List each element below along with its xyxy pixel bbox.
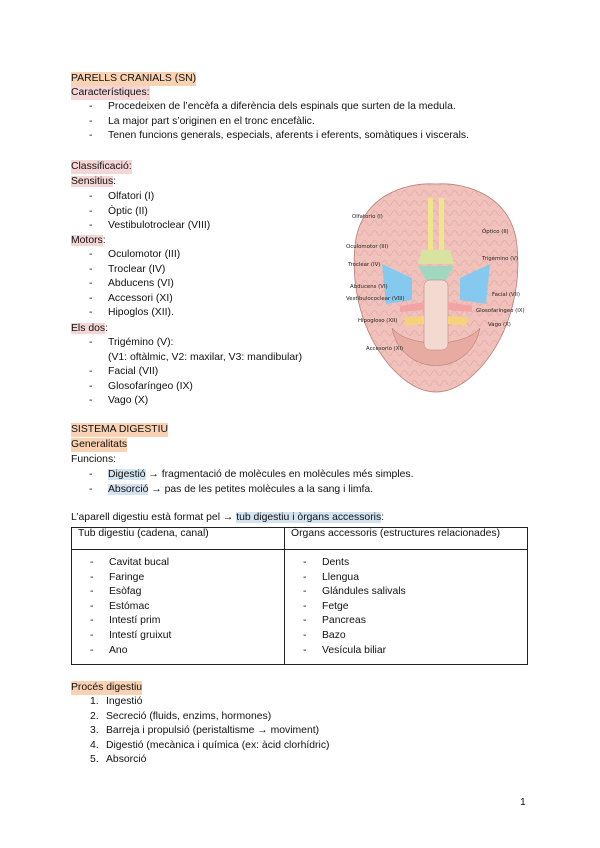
table-row — [72, 550, 528, 665]
list-item: - Intestí gruixut — [72, 629, 278, 644]
list-item: - Pancreas — [285, 614, 521, 629]
section-title-digestive: SISTEMA DIGESTIU — [71, 424, 168, 435]
olfactory-tract-right — [439, 198, 444, 250]
figure-label: Abducens (VI) — [350, 284, 388, 290]
list-item: - Esòfag — [72, 585, 278, 600]
sensitius-heading: Sensitius: — [71, 176, 117, 187]
list-text: Barreja i propulsió (peristaltisme → moviment) — [106, 725, 320, 737]
figure-label: Troclear (IV) — [348, 262, 381, 268]
sensitius-label: Sensitius — [71, 176, 114, 187]
list-text: Ingestió — [106, 696, 143, 707]
list-item: - Llengua — [285, 571, 521, 586]
list-item: - Bazo — [285, 629, 521, 644]
dos-list — [71, 336, 302, 409]
motors-list — [71, 248, 180, 321]
funcions-label: Funcions: — [71, 454, 117, 465]
aparell-intro-text: L’aparell digestiu està format pel → — [71, 512, 237, 523]
figure-label: Oculomotor (III) — [346, 244, 389, 250]
term-highlight: Absorció — [108, 483, 149, 495]
funcions-list — [71, 468, 414, 497]
characteristics-heading: Característiques: — [71, 87, 150, 98]
list-number: 2. — [90, 710, 99, 722]
characteristics-list — [71, 100, 469, 144]
term-description: → fragmentació de molècules en molècules més simples. — [145, 469, 414, 480]
section-title-cranial-nerves: PARELLS CRANIALS (SN) — [71, 73, 197, 84]
list-item — [71, 336, 302, 365]
motors-label: Motors — [71, 235, 103, 246]
list-item: - Vestibulotroclear (VIII) — [71, 219, 210, 234]
aparell-highlight: tub digestiu i òrgans accessoris — [236, 512, 382, 523]
figure-label: Vestibulococlear (VIII) — [346, 296, 405, 302]
list-item: - Procedeixen de l’encèfa a diferència dels espinals que surten de la medula. — [71, 100, 469, 115]
list-item — [90, 724, 329, 739]
list-item: - Accessori (XI) — [71, 292, 180, 307]
list-item — [71, 468, 414, 483]
list-item: - Ano — [72, 644, 278, 659]
list-item: - Estómac — [72, 600, 278, 615]
list-item: - Glosofaríngeo (IX) — [71, 380, 302, 395]
proces-heading: Procés digestiu — [71, 682, 143, 693]
list-text: Secreció (fluids, enzims, hormones) — [106, 710, 272, 722]
list-text: Digestió (mecànica i química (ex: àcid clorhídric) — [106, 739, 330, 751]
organs-accessoris-list — [285, 556, 521, 658]
classification-heading: Classificació: — [71, 161, 132, 172]
list-item: - Glándules salivals — [285, 585, 521, 600]
olfactory-tract-left — [428, 198, 433, 250]
list-item: - Hipoglos (XII). — [71, 306, 180, 321]
table-header: Tub digestiu (cadena, canal) — [72, 528, 285, 550]
list-item — [90, 753, 329, 768]
motors-heading: Motors: — [71, 235, 106, 246]
list-item — [90, 739, 329, 754]
list-item: - Tenen funcions generals, especials, aferents i eferents, somàtiques i viscerals. — [71, 129, 469, 144]
list-item: - Facial (VII) — [71, 365, 302, 380]
page-number: 1 — [520, 797, 526, 808]
table-cell — [285, 550, 528, 665]
cranial-nerves-figure — [342, 178, 530, 396]
list-item: - Troclear (IV) — [71, 263, 180, 278]
sensitius-list — [71, 190, 210, 234]
list-item: - Faringe — [72, 571, 278, 586]
dos-label: Els dos — [71, 323, 106, 334]
list-item-text: Trigémino (V): — [108, 337, 174, 348]
list-item: - Vago (X) — [71, 394, 302, 409]
list-number: 5. — [90, 754, 99, 766]
list-item: - Intestí prim — [72, 614, 278, 629]
figure-label: Facial (VII) — [492, 292, 520, 298]
term-highlight: Digestió — [108, 469, 146, 480]
list-item — [71, 483, 414, 498]
list-item: - Abducens (VI) — [71, 277, 180, 292]
list-item: - Oculomotor (III) — [71, 248, 180, 263]
table-cell — [72, 550, 285, 665]
list-text: Absorció — [106, 754, 147, 766]
trigemino-subtext: (V1: oftàlmic, V2: maxilar, V3: mandibular) — [108, 351, 303, 363]
figure-label: Olfatorio (I) — [352, 214, 383, 220]
generalitats-heading: Generalitats — [71, 439, 128, 450]
figure-label: Accesorio (XI) — [366, 346, 404, 352]
list-item: - La major part s’originen en el tronc encefàlic. — [71, 115, 469, 130]
list-item: - Olfatori (I) — [71, 190, 210, 205]
list-item: - Dents — [285, 556, 521, 571]
list-item: - Vesícula biliar — [285, 644, 521, 659]
proces-list — [90, 695, 329, 768]
optic-chiasm — [418, 250, 454, 264]
list-number: 3. — [90, 725, 99, 737]
aparell-intro — [71, 511, 384, 525]
table-header-row — [72, 528, 528, 550]
brainstem — [424, 280, 448, 350]
figure-label: Óptico (II) — [482, 229, 509, 235]
table-header: Òrgans accessoris (estructures relacionades) — [285, 528, 528, 550]
list-item: - Òptic (II) — [71, 205, 210, 220]
list-item: - Cavitat bucal — [72, 556, 278, 571]
dos-heading: Els dos: — [71, 323, 108, 334]
figure-label: Vago (X) — [488, 322, 511, 328]
aparell-end: : — [381, 512, 385, 523]
figure-label: Hipogloso (XII) — [358, 318, 398, 324]
list-number: 1. — [90, 696, 99, 707]
list-item — [90, 695, 329, 710]
term-description: → pas de les petites molècules a la sang i limfa. — [148, 483, 374, 495]
list-number: 4. — [90, 739, 99, 751]
list-item: - Fetge — [285, 600, 521, 615]
figure-label: Trigémino (V) — [482, 256, 519, 262]
digestive-table — [71, 527, 528, 665]
figure-label: Glosofaríngeo (IX) — [476, 308, 525, 314]
tub-digestiu-list — [72, 556, 278, 658]
list-item — [90, 710, 329, 725]
